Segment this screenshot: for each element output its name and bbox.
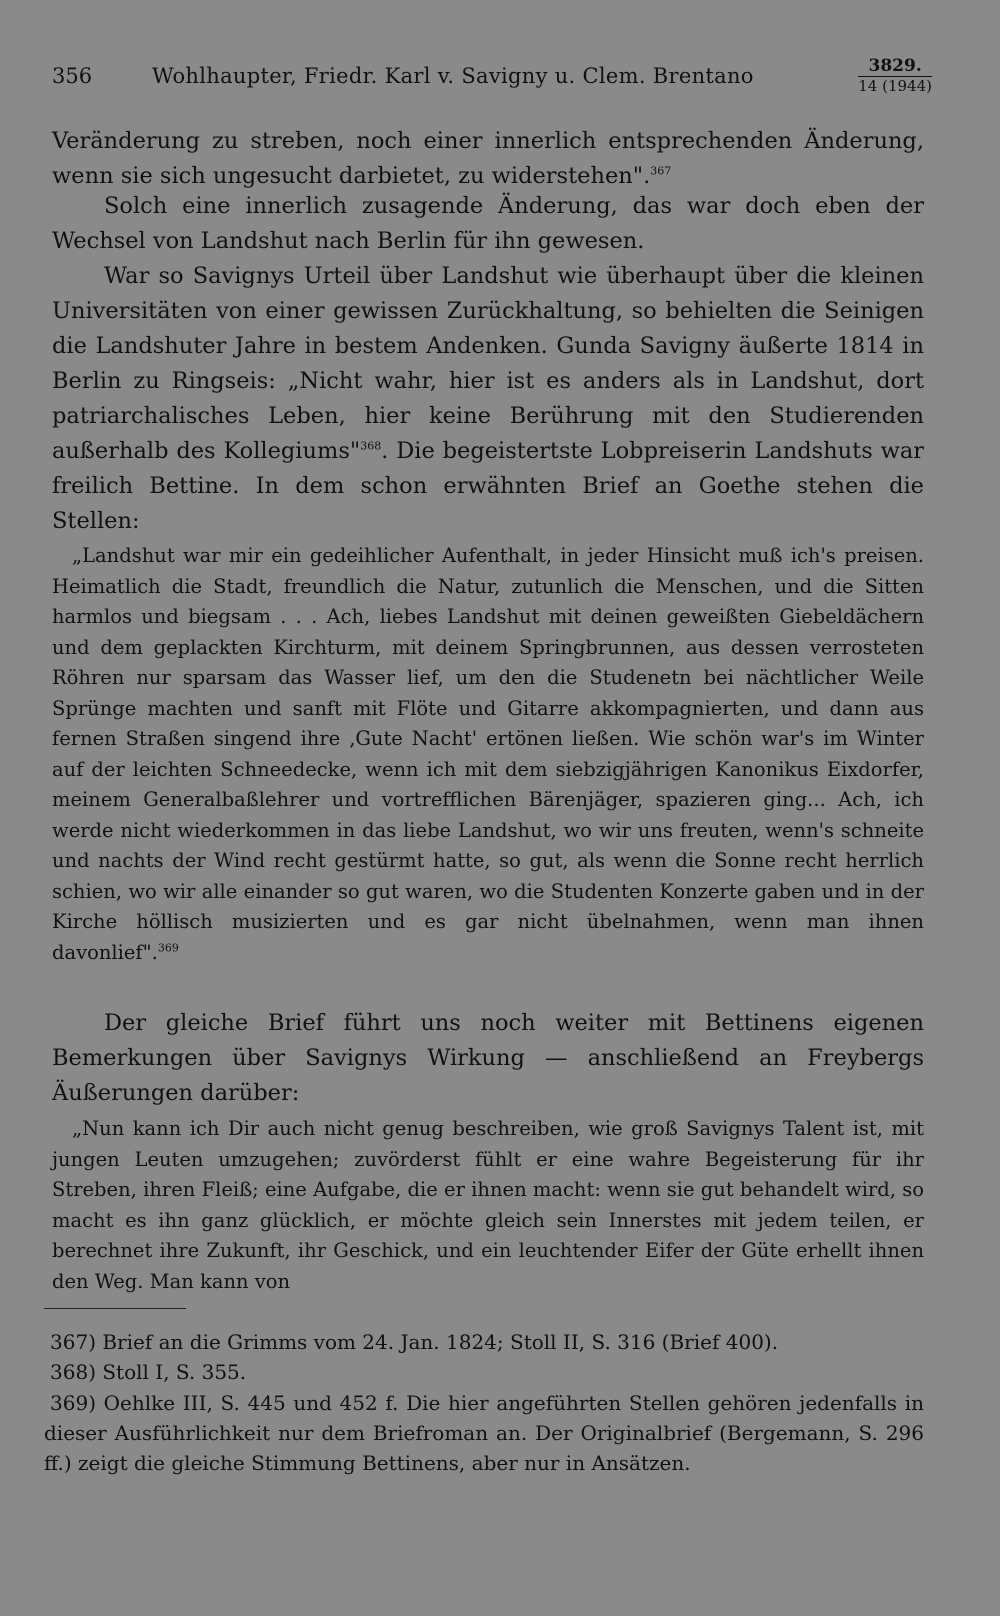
paragraph — [52, 189, 924, 259]
footnote — [44, 1327, 924, 1357]
footnote-number: 369) — [50, 1391, 96, 1415]
block-quote — [52, 1114, 924, 1297]
quote-text: „Landshut war mir ein gedeihlicher Aufenthalt, in jeder Hinsicht muß ich's preisen. Heimatlich die Stadt, freundlich die Natur, zutunlich die Menschen, und die Sitten harmlos und biegsam . . . Ach, liebes Landshut mit deinen geweißten Giebeldächern und dem geplackten Kirchturm, mit deinem Springbrunnen, aus dessen verrosteten Röhren nur sparsam das Wasser lief, um den die Studenetn bei nächtlicher Weile Sprünge machten und sanft mit Flöte und Gitarre akkompagnierten, und dann aus fernen Straßen singend ihre ‚Gute Nacht' ertönen ließen. Wie schön war's im Winter auf der leichten Schneedecke, wenn ich mit dem siebzigjährigen Kanonikus Eixdorfer, meinem Generalbaßlehrer und vortrefflichen Bärenjäger, spazieren ging... Ach, ich werde nicht wiederkommen in das liebe Landshut, wo wir uns freuten, wenn's schneite und nachts der Wind recht gestürmt hatte, so gut, als wenn die Sonne recht herrlich schien, wo wir alle einander so gut waren, wo die Studenten Konzerte gaben und in der Kirche höllisch musizierten und es gar nicht übelnahmen, wenn man ihnen davonlief". — [52, 544, 924, 964]
paragraph-text-tail: . Die begeistertste Lobpreiserin Landshuts war freilich Bettine. In dem schon erwähnten Brief an Goethe stehen die Stellen: — [52, 438, 925, 534]
footnote-separator — [44, 1308, 186, 1309]
footnote — [44, 1357, 924, 1387]
paragraph-continuation — [52, 124, 924, 194]
footnote-ref: 367 — [650, 164, 672, 178]
journal-volume: 3829. — [858, 58, 932, 77]
footnote-text: Stoll I, S. 355. — [102, 1360, 247, 1384]
footnote-ref: 368 — [360, 439, 382, 453]
page-header — [52, 58, 932, 102]
paragraph-text: War so Savignys Urteil über Landshut wie überhaupt über die kleinen Universitäten von einer gewissen Zurückhaltung, so behielten die Seinigen die Landshuter Jahre in bestem Andenken. Gunda Savigny äußerte 1814 in Berlin zu Ringseis: „Nicht wahr, hier ist es anders als in Landshut, dort patriarchalisches Leben, hier keine Berührung mit den Studierenden außerhalb des Kollegiums" — [52, 263, 924, 464]
footnote-text: Brief an die Grimms vom 24. Jan. 1824; Stoll II, S. 316 (Brief 400). — [102, 1330, 779, 1354]
footnote — [44, 1388, 924, 1478]
paragraph — [52, 1006, 924, 1111]
journal-reference — [858, 58, 932, 94]
paragraph-text: Veränderung zu streben, noch einer innerlich entsprechenden Änderung, wenn sie sich ungesucht darbietet, zu widerstehen". — [52, 128, 924, 189]
journal-year: 14 (1944) — [858, 77, 932, 95]
footnote-number: 368) — [50, 1360, 96, 1384]
footnote-text: Oehlke III, S. 445 und 452 f. Die hier angeführten Stellen gehören jedenfalls in dieser Ausführlichkeit nur dem Briefroman an. Der Originalbrief (Bergemann, S. 296 ff.) zeigt die gleiche Stimmung Bettinens, aber nur in Ansätzen. — [44, 1391, 924, 1475]
page-number: 356 — [52, 64, 93, 88]
footnote-ref: 369 — [157, 941, 179, 954]
running-title: Wohlhaupter, Friedr. Karl v. Savigny u. Clem. Brentano — [152, 64, 754, 88]
paragraph-text: Solch eine innerlich zusagende Änderung, das war doch eben der Wechsel von Landshut nach Berlin für ihn gewesen. — [52, 193, 924, 254]
paragraph — [52, 259, 924, 539]
footnote-number: 367) — [50, 1330, 96, 1354]
paragraph-text: Der gleiche Brief führt uns noch weiter mit Bettinens eigenen Bemerkungen über Savignys Wirkung — anschließend an Freybergs Äußerungen darüber: — [52, 1010, 924, 1106]
block-quote — [52, 541, 924, 968]
quote-text: „Nun kann ich Dir auch nicht genug beschreiben, wie groß Savignys Talent ist, mit jungen Leuten umzugehen; zuvörderst fühlt er eine wahre Begeisterung für ihr Streben, ihren Fleiß; eine Aufgabe, die er ihnen macht: wenn sie gut behandelt wird, so macht es ihn ganz glücklich, er möchte gleich sein Innerstes mit jedem teilen, er berechnet ihre Zukunft, ihr Geschick, und ein leuchtender Eifer der Güte erhellt ihnen den Weg. Man kann von — [52, 1117, 924, 1293]
